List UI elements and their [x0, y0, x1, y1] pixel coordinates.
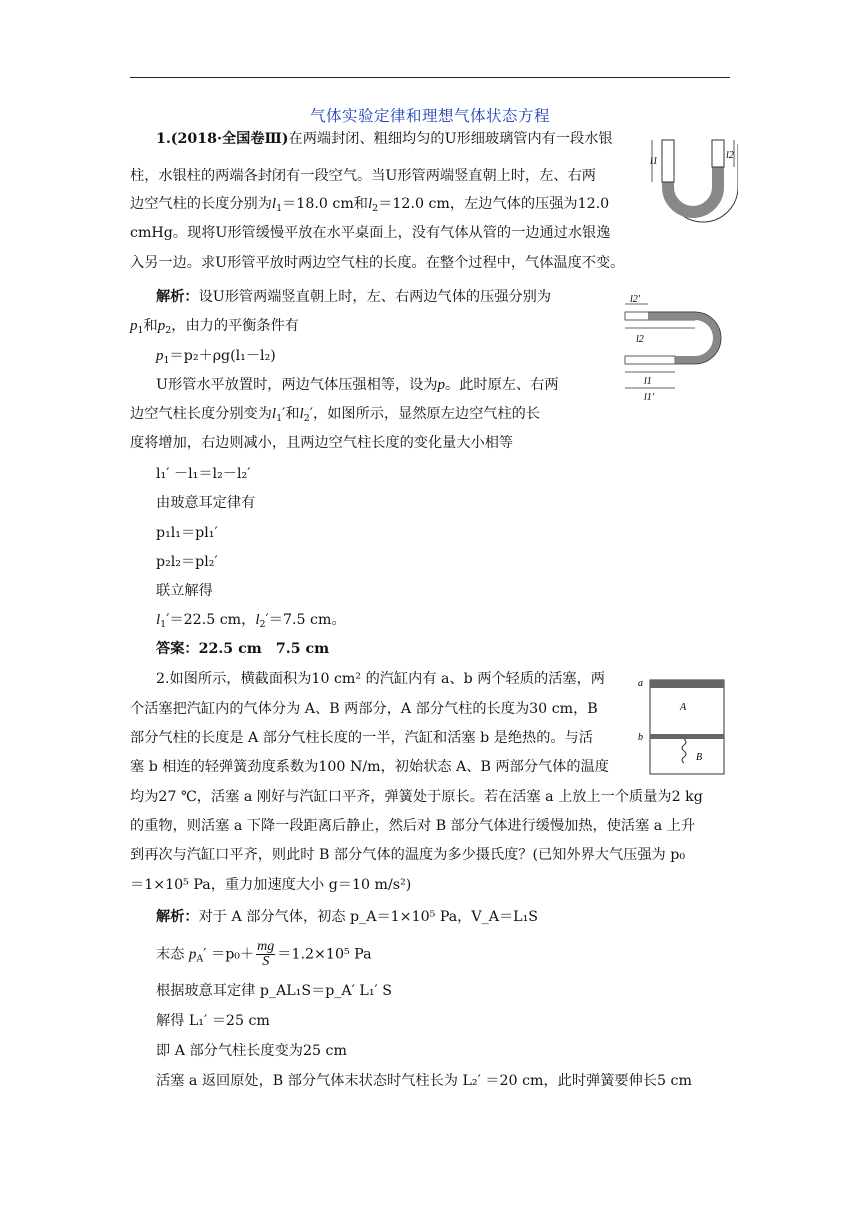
s1-line-7: 联立解得: [156, 583, 213, 599]
s1-eq-4: p₂l₂＝pl₂′: [156, 554, 218, 570]
q2-line-6: 的重物，则活塞 a 下降一段距离后静止，然后对 B 部分气体进行缓慢加热，使活塞 a 上升: [130, 818, 696, 834]
s1-eq-5: $l_1'=22.5$ cm，$l_2'=7.5$ cm。: [156, 612, 346, 630]
q1-line-3: 边空气柱的长度分别为$l_1=18.0$ cm和$l_2=12.0$ cm，左边气体的压强为12.0: [130, 196, 610, 214]
q1-line-5: 入另一边。求U形管平放时两边空气柱的长度。在整个过程中，气体温度不变。: [130, 255, 625, 271]
fig2-label-mid: l2: [636, 334, 644, 345]
q1-line-1: 1.(2018·全国卷Ⅲ)在两端封闭、粗细均匀的U形细玻璃管内有一段水银: [156, 131, 613, 147]
s1-eq-1: $p_1=p_2+\rho g(l_1-l_2)$: [156, 348, 276, 366]
s1-line-2: $p_1$和$p_2$，由力的平衡条件有: [130, 318, 299, 336]
s1-answer: 答案：22.5 cm 7.5 cm: [156, 641, 330, 657]
q1-line-2: 柱，水银柱的两端各封闭有一段空气。当U形管两端竖直朝上时，左、右两: [130, 168, 596, 184]
fraction-mg-over-s: $\frac{mg}{S}$: [257, 939, 275, 969]
q2-line-7: 到再次与汽缸口平齐，则此时 B 部分气体的温度为多少摄氏度？(已知外界大气压强为 p₀: [130, 847, 686, 863]
header-rule: [130, 77, 730, 78]
s2-line-5: 即 A 部分气柱长度变为25 cm: [156, 1043, 347, 1059]
fig2-label-b2: l1′: [644, 392, 654, 403]
page-title: 气体实验定律和理想气体状态方程: [309, 107, 550, 125]
s1-line-5: 度将增加，右边则减小，且两边空气柱长度的变化量大小相等: [130, 435, 514, 451]
s1-line-3: U形管水平放置时，两边气体压强相等，设为p。此时原左、右两: [156, 377, 559, 393]
s2-line-4: 解得 L₁′ ＝25 cm: [156, 1013, 270, 1029]
fig2-label-top: l2′: [630, 294, 640, 305]
cylinder-figure: [638, 674, 728, 776]
q2-line-5: 均为27 ℃，活塞 a 刚好与汽缸口平齐，弹簧处于原长。若在活塞 a 上放上一个质量为2 kg: [130, 789, 703, 805]
fig1-label-left: l1: [650, 156, 658, 167]
q2-line-4: 塞 b 相连的轻弹簧劲度系数为100 N/m，初始状态 A、B 两部分气体的温度: [130, 759, 609, 775]
s2-line-2: 末态 $p_A' =p_0+$ $\frac{mg}{S}$ ＝1.2×10⁵ Pa: [156, 939, 372, 969]
q2-line-3: 部分气柱的长度是 A 部分气柱长度的一半，汽缸和活塞 b 是绝热的。与活: [130, 730, 593, 746]
u-tube-vertical-figure: [648, 132, 738, 247]
s2-line-6: 活塞 a 返回原处，B 部分气体末状态时气柱长为 L₂′ ＝20 cm，此时弹簧要伸长5 cm: [156, 1073, 692, 1089]
fig3-label-a: a: [638, 678, 643, 689]
q2-line-8: ＝1×10⁵ Pa，重力加速度大小 g＝10 m/s²): [130, 877, 412, 893]
fig2-label-b1: l1: [644, 376, 652, 387]
s1-line-1: 解析：设U形管两端竖直朝上时，左、右两边气体的压强分别为: [156, 289, 552, 305]
fig1-label-right: l2: [726, 150, 734, 161]
u-tube-horizontal-figure: [620, 292, 732, 406]
fig3-label-B: B: [696, 752, 703, 763]
s1-eq-3: p₁l₁＝pl₁′: [156, 525, 218, 541]
q2-line-1: 2.如图所示，横截面积为10 cm² 的汽缸内有 a、b 两个轻质的活塞，两: [156, 671, 605, 687]
fig3-label-A: A: [680, 702, 687, 713]
s1-line-4: 边空气柱长度分别变为$l_1'$和$l_2'$，如图所示，显然原左边空气柱的长: [130, 406, 541, 424]
s2-line-3: 根据玻意耳定律 p_AL₁S＝p_A′ L₁′ S: [156, 983, 392, 999]
s2-line-1: 解析：对于 A 部分气体，初态 p_A＝1×10⁵ Pa，V_A＝L₁S: [156, 909, 538, 925]
q1-line-4: cmHg。现将U形管缓慢平放在水平桌面上，没有气体从管的一边通过水银逸: [130, 225, 611, 241]
s1-eq-2: l₁′ －l₁＝l₂－l₂′: [156, 466, 251, 482]
fig3-label-b: b: [638, 732, 643, 743]
s1-line-6: 由玻意耳定律有: [156, 495, 256, 511]
q2-line-2: 个活塞把汽缸内的气体分为 A、B 两部分，A 部分气柱的长度为30 cm，B: [130, 701, 598, 717]
